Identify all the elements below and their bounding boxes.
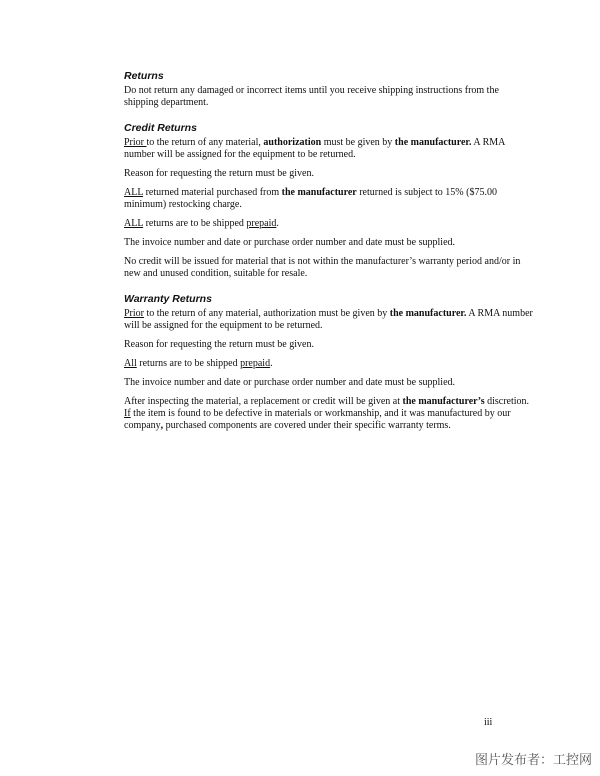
returns-paragraph: Do not return any damaged or incorrect items until you receive shipping instructions from the shipping department. — [124, 85, 499, 108]
page-number: iii — [484, 717, 493, 728]
warranty-p1-text-a: to the return of any material, authorization must be given by — [144, 308, 390, 319]
credit-p3-manufacturer-bold: the manufacturer — [281, 187, 357, 198]
credit-invoice-paragraph: The invoice number and date or purchase order number and date must be supplied. — [124, 237, 456, 248]
document-content — [124, 70, 534, 445]
returns-heading: Returns — [124, 70, 164, 82]
warranty-p5-manufacturer-bold: the manufacturer’s — [402, 396, 485, 407]
credit-prepaid-underline: prepaid — [246, 218, 277, 229]
credit-p3-text-a: returned material purchased from — [143, 187, 282, 198]
credit-authorization-bold: authorization — [263, 137, 322, 148]
credit-returns-section — [124, 122, 534, 280]
warranty-if-underline: If — [124, 408, 131, 419]
credit-returns-heading: Credit Returns — [124, 122, 197, 134]
warranty-p1-text-c: A RMA number will be assigned for the equipment to be returned. — [124, 308, 533, 331]
credit-p4-period: . — [276, 218, 279, 229]
warranty-returns-heading: Warranty Returns — [124, 293, 212, 305]
credit-prior-text: Prior — [124, 137, 147, 148]
credit-restocking-paragraph — [124, 187, 534, 211]
warranty-returns-section — [124, 293, 534, 432]
warranty-prepaid-underline: prepaid — [240, 358, 271, 369]
credit-prepaid-paragraph — [124, 218, 534, 230]
warranty-p5-text-f: purchased components are covered under their specific warranty terms. — [163, 420, 451, 431]
credit-p1-text-d: A RMA number will be assigned for the equipment to be returned. — [124, 137, 505, 160]
credit-all-underline: ALL — [124, 187, 144, 198]
warranty-reason-paragraph: Reason for requesting the return must be given. — [124, 339, 314, 350]
credit-p3-text-c: returned is subject to 15% ($75.00 minimum) restocking charge. — [124, 187, 497, 210]
warranty-manufacturer-bold: the manufacturer. — [389, 308, 467, 319]
warranty-p5-text-a: After inspecting the material, a replacement or credit will be given at — [124, 396, 403, 407]
warranty-p3-text-a: returns are to be shipped — [136, 358, 241, 369]
credit-authorization-paragraph — [124, 137, 534, 161]
warranty-inspection-paragraph — [124, 396, 534, 432]
warranty-prior-underline: Prior — [124, 308, 144, 319]
credit-p4-text-a: returns are to be shipped — [143, 218, 247, 229]
credit-manufacturer-bold: the manufacturer. — [394, 137, 472, 148]
warranty-p5-text-c: discretion. — [484, 396, 530, 407]
credit-p1-text-c: must be given by — [321, 137, 395, 148]
credit-p4-all-underline: ALL — [124, 218, 144, 229]
warranty-p3-period: . — [270, 358, 273, 369]
credit-reason-paragraph: Reason for requesting the return must be given. — [124, 168, 314, 179]
warranty-authorization-paragraph — [124, 308, 534, 332]
returns-section — [124, 70, 534, 109]
warranty-prepaid-paragraph — [124, 358, 534, 370]
warranty-all-underline: All — [124, 358, 137, 369]
warranty-p5-comma-bold: , — [160, 420, 164, 431]
watermark-text: 图片发布者：工控网 — [474, 753, 592, 768]
warranty-p5-text-d: the item is found to be defective in materials or workmanship, and it was manufactured by our company — [124, 408, 511, 431]
credit-no-credit-paragraph: No credit will be issued for material that is not within the manufacturer’s warranty period and/or in new and unused condition, suitable for resale. — [124, 256, 521, 279]
warranty-invoice-paragraph: The invoice number and date or purchase order number and date must be supplied. — [124, 377, 456, 388]
credit-p1-text-a: to the return of any material, — [146, 137, 264, 148]
